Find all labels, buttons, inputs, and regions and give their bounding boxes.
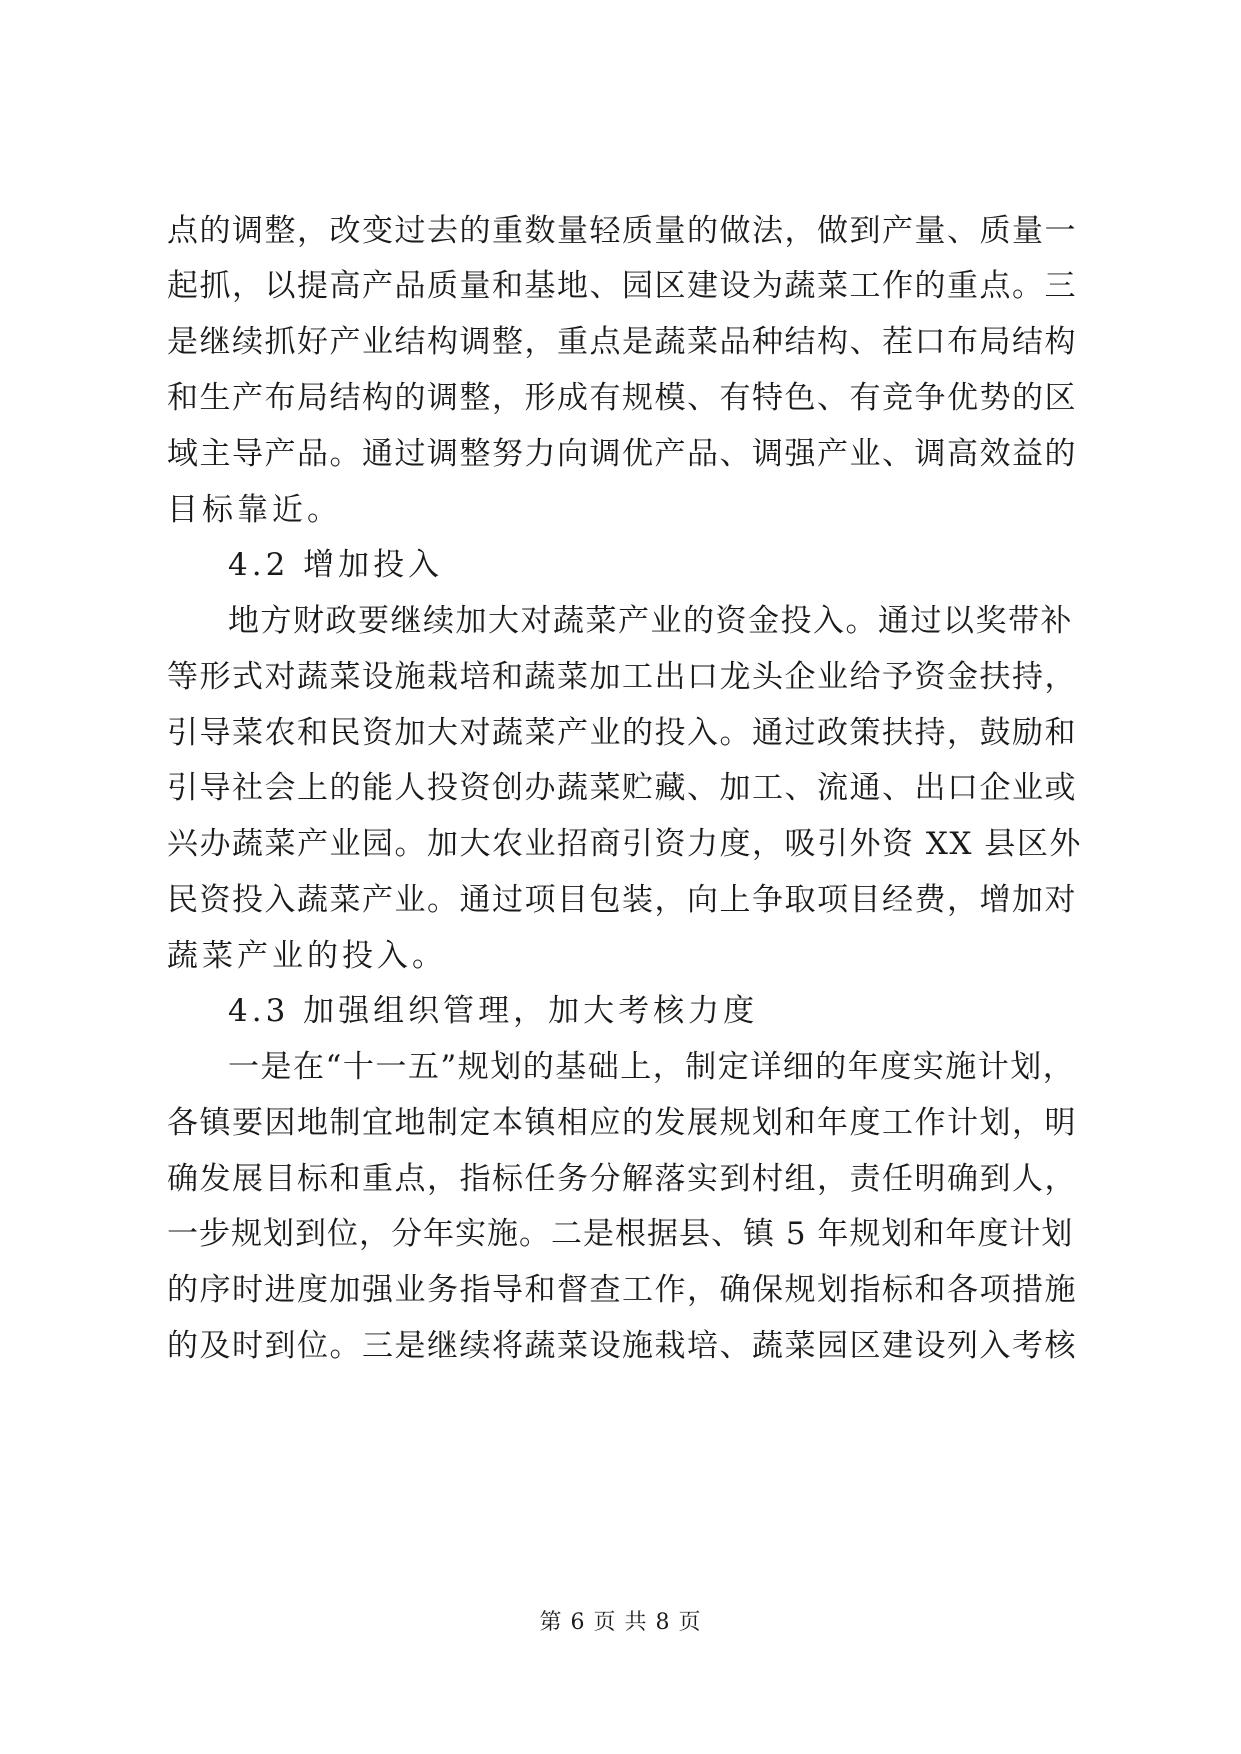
paragraph-line: 引导菜农和民资加大对蔬菜产业的投入。通过政策扶持，鼓励和	[167, 715, 1077, 751]
paragraph-line: 点的调整，改变过去的重数量轻质量的做法，做到产量、质量一	[167, 213, 1077, 249]
paragraph-line: 地方财政要继续加大对蔬菜产业的资金投入。通过以奖带补	[228, 603, 1073, 639]
page-number-footer: 第 6 页 共 8 页	[539, 1610, 702, 1635]
paragraph-line: 各镇要因地制宜地制定本镇相应的发展规划和年度工作计划，明	[167, 1105, 1077, 1141]
paragraph-line: 等形式对蔬菜设施栽培和蔬菜加工出口龙头企业给予资金扶持，	[167, 659, 1077, 695]
section-heading: 4.3 加强组织管理，加大考核力度	[228, 993, 759, 1029]
paragraph-line: 是继续抓好产业结构调整，重点是蔬菜品种结构、茬口布局结构	[167, 324, 1077, 360]
paragraph-line: 目标靠近。	[167, 492, 342, 528]
paragraph-line: 一是在“十一五”规划的基础上，制定详细的年度实施计划，	[228, 1049, 1076, 1085]
paragraph-line: 域主导产品。通过调整努力向调优产品、调强产业、调高效益的	[167, 436, 1077, 472]
section-heading: 4.2 增加投入	[228, 547, 444, 583]
paragraph-line: 的序时进度加强业务指导和督查工作，确保规划指标和各项措施	[167, 1272, 1077, 1308]
paragraph-line: 和生产布局结构的调整，形成有规模、有特色、有竞争优势的区	[167, 380, 1077, 416]
paragraph-line: 民资投入蔬菜产业。通过项目包装，向上争取项目经费，增加对	[167, 882, 1077, 918]
paragraph-line: 引导社会上的能人投资创办蔬菜贮藏、加工、流通、出口企业或	[167, 770, 1077, 806]
paragraph-line: 确发展目标和重点，指标任务分解落实到村组，责任明确到人，	[167, 1161, 1077, 1197]
paragraph-line: 的及时到位。三是继续将蔬菜设施栽培、蔬菜园区建设列入考核	[167, 1328, 1077, 1364]
paragraph-line: 一步规划到位，分年实施。二是根据县、镇 5 年规划和年度计划	[167, 1216, 1074, 1252]
paragraph-line: 蔬菜产业的投入。	[167, 938, 447, 974]
paragraph-line: 兴办蔬菜产业园。加大农业招商引资力度，吸引外资 XX 县区外	[167, 826, 1082, 862]
paragraph-line: 起抓，以提高产品质量和基地、园区建设为蔬菜工作的重点。三	[167, 268, 1077, 304]
